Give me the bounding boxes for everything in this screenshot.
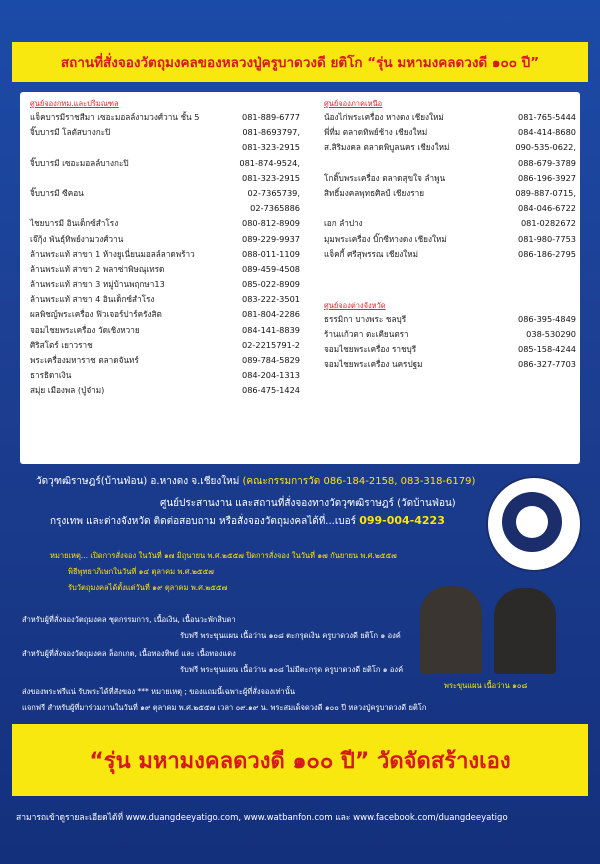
top-banner bbox=[12, 42, 588, 82]
seal-core bbox=[516, 506, 548, 538]
directory-entry bbox=[324, 140, 576, 155]
entry-name: ไชยบารมี อินเด็กซ์สำโรง bbox=[30, 218, 119, 229]
directory-entry bbox=[324, 171, 576, 186]
amulet-back-image bbox=[494, 588, 556, 674]
directory-entry bbox=[30, 201, 300, 216]
entry-phone: 084-204-1313 bbox=[241, 370, 300, 381]
entry-name: ล้านพระแท้ สาขา 3 หมู่บ้านพฤกษา13 bbox=[30, 279, 165, 290]
entry-name: จอมไชยพระเครื่อง นครปฐม bbox=[324, 359, 423, 370]
entry-name: พี่ที่ม ตลาดทิพย์ช้าง เชียงใหม่ bbox=[324, 127, 428, 138]
directory-entry bbox=[324, 156, 576, 171]
entry-phone: 081-0282672 bbox=[520, 218, 576, 229]
entry-phone: 089-784-5829 bbox=[241, 355, 300, 365]
top-banner-text: สถานที่สั่งจองวัตถุมงคลของหลวงปู่ครูบาดวงดี ยติโก “รุ่น มหามงคลดวงดี ๑๐๐ ปี” bbox=[60, 55, 540, 71]
entry-name: มุมพระเครื่อง บิ๊กซีหางดง เชียงใหม่ bbox=[324, 233, 447, 244]
entry-phone: 086-395-4849 bbox=[517, 313, 576, 324]
directory-entry bbox=[30, 277, 300, 292]
entry-phone: 038-530290 bbox=[526, 329, 576, 340]
directory-entry bbox=[30, 110, 300, 125]
entry-name: ล้านพระแท้ สาขา 1 ห้างยูเนี่ยนมอลล์ลาดพร้าว bbox=[30, 248, 195, 259]
entry-phone: 089-887-0715, bbox=[515, 187, 576, 198]
directory-entry bbox=[30, 383, 300, 398]
entry-phone: 085-022-8909 bbox=[241, 279, 300, 290]
entry-phone: 084-046-6722 bbox=[517, 203, 576, 214]
seal-inner bbox=[502, 492, 562, 552]
directory-entry bbox=[30, 307, 300, 322]
note-3: รับวัตถุมงคลได้ตั้งแต่วันที่ ๑๙ ตุลาคม พ.ศ.๒๕๕๗ bbox=[68, 583, 228, 592]
entry-phone: 086-327-7703 bbox=[517, 359, 576, 370]
note-2: พิธีพุทธาภิเษกในวันที่ ๑๔ ตุลาคม พ.ศ.๒๕๕๗ bbox=[68, 567, 214, 576]
entry-phone: 02-2215791-2 bbox=[241, 339, 300, 350]
entry-phone: 081-765-5444 bbox=[517, 112, 576, 122]
entry-phone: 081-980-7753 bbox=[517, 233, 576, 244]
phone-prefix: กรุงเทพ และต่างจังหวัด ติดต่อสอบถาม หรือสั่งจองวัตถุมงคลได้ที่...เบอร์ bbox=[50, 516, 356, 527]
left-column bbox=[30, 98, 300, 399]
entry-name: ล้านพระแท้ สาขา 2 พลาซ่าพิษณุเทรด bbox=[30, 263, 165, 274]
phone-line bbox=[50, 514, 445, 529]
directory-entry bbox=[324, 327, 576, 342]
directory-entry bbox=[30, 338, 300, 353]
booking-line-3: สำหรับผู้ที่สั่งจองวัตถุมงคล ล็อกเกต, เนื้อทองทิพย์ และ เนื้อทองแดง bbox=[22, 649, 236, 658]
entry-phone: 086-186-2795 bbox=[517, 248, 576, 259]
entry-phone: 081-874-9524, bbox=[239, 157, 300, 168]
directory-entry bbox=[324, 216, 576, 231]
entry-phone: 090-535-0622, bbox=[515, 142, 576, 153]
entry-name: เอก ลำปาง bbox=[324, 218, 363, 229]
directory-entry bbox=[324, 342, 576, 357]
booking-line-6: แจกฟรี สำหรับผู้ที่มาร่วมงานในวันที่ ๑๙ ตุลาคม พ.ศ.๒๕๕๗ เวลา ๐๙.๑๙ น. พระสมเด็จดวงดี ๑๐๐ ปี หลวงปู่ครูบาดวงดี ยติโก bbox=[22, 703, 427, 712]
left-list bbox=[30, 110, 300, 399]
entry-name: ธรรมิกา บางพระ ชลบุรี bbox=[324, 313, 407, 324]
entry-name: จิ๊บบารมี ซีคอน bbox=[30, 187, 84, 198]
entry-phone: 081-889-6777 bbox=[241, 112, 300, 122]
phone-number: 099-004-4223 bbox=[359, 514, 445, 527]
entry-phone: 085-158-4244 bbox=[517, 344, 576, 355]
left-section-title: ศูนย์จองกทม.และปริมณฑล bbox=[30, 99, 119, 108]
entry-phone: 02-7365739, bbox=[247, 187, 300, 198]
amulet-caption: พระขุนแผน เนื้อว่าน ๑๐๘ bbox=[444, 681, 528, 690]
entry-name: จิ๊บบารมี โลตัสบางกะปิ bbox=[30, 127, 111, 138]
booking-line-1: สำหรับผู้ที่สั่งจองวัตถุมงคล ชุดกรรมการ, เนื้อเงิน, เนื้อนวะพักสิบดา bbox=[22, 615, 236, 624]
entry-phone: 088-011-1109 bbox=[241, 248, 300, 259]
directory-entry bbox=[30, 323, 300, 338]
entry-name: จอมไชยพระเครื่อง ราชบุรี bbox=[324, 344, 417, 355]
directory-entry bbox=[324, 357, 576, 372]
entry-phone: 086-475-1424 bbox=[241, 385, 300, 396]
entry-phone: 081-323-2915 bbox=[241, 172, 300, 183]
entry-name: พระเครื่องมหาราช ตลาดจันทร์ bbox=[30, 355, 139, 365]
note-1: หมายเหตุ... เปิดการสั่งจอง ในวันที่ ๑๗ มิถุนายน พ.ศ.๒๕๕๗ ปิดการสั่งจอง ในวันที่ ๑๗ กันยายน พ.ศ.๒๕๕๗ bbox=[50, 551, 397, 560]
temple-committee: (คณะกรรมการวัด 086-184-2158, 083-318-6179) bbox=[242, 476, 476, 487]
directory-entry bbox=[30, 232, 300, 247]
entry-phone: 081-323-2915 bbox=[241, 142, 300, 153]
amulet-images bbox=[410, 582, 586, 692]
entry-phone: 084-414-8680 bbox=[517, 127, 576, 138]
entry-phone: 083-222-3501 bbox=[241, 294, 300, 305]
big-banner bbox=[12, 724, 588, 796]
entry-name: แจ็คกี้ ศรีสุพรรณ เชียงใหม่ bbox=[324, 248, 419, 259]
directory-panel bbox=[20, 92, 580, 464]
entry-phone: 089-229-9937 bbox=[241, 233, 300, 244]
booking-line-4: รับฟรี พระขุนแผน เนื้อว่าน ๑๐๘ ไม่มีตะกรุด ครูบาดวงดี ยติโก ๑ องค์ bbox=[180, 665, 404, 674]
directory-entry bbox=[324, 186, 576, 201]
directory-entry bbox=[324, 110, 576, 125]
booking-line-2: รับฟรี พระขุนแผน เนื้อว่าน ๑๐๘ ตะกรุดเงิน ครูบาดวงดี ยติโก ๑ องค์ bbox=[180, 631, 401, 640]
center-line: ศูนย์ประสานงาน และสถานที่สั่งจองทางวัดวุฑฒิราษฎร์ (วัดบ้านฟ่อน) bbox=[160, 498, 456, 509]
directory-entry bbox=[30, 353, 300, 368]
footer-links: สามารถเข้าดูรายละเอียดได้ที่ www.duangdeeyatigo.com, www.watbanfon.com และ www.facebook.com/duangdeeyatigo bbox=[16, 813, 508, 823]
entry-name: ผลพิชญ์พระเครื่อง ฟิวเจอร์ปาร์ครังสิต bbox=[30, 309, 162, 320]
entry-name: สิทธิ์มงคลพุทธศิลป์ เชียงราย bbox=[324, 187, 425, 198]
entry-name: เจ๊กุ้ง พันธุ์ทิพย์งามวงศ์วาน bbox=[30, 233, 124, 244]
entry-phone: 088-679-3789 bbox=[517, 157, 576, 168]
entry-name: ส.สิริมงคล ตลาดพิบูลนคร เชียงใหม่ bbox=[324, 142, 450, 153]
entry-phone: 086-196-3927 bbox=[517, 172, 576, 183]
entry-phone: 081-8693797, bbox=[242, 127, 300, 138]
right-list2 bbox=[324, 312, 576, 373]
booking-line-5: ส่งของพระฟรีแน่ รับพระได้ที่สังของ *** หมายเหตุ ; ของแถมนี้เฉพาะผู้ที่สั่งจองเท่านั้น bbox=[22, 687, 296, 696]
entry-name: ธารธิดาเงิน bbox=[30, 370, 72, 381]
directory-entry bbox=[324, 247, 576, 262]
directory-entry bbox=[324, 125, 576, 140]
directory-entry bbox=[30, 262, 300, 277]
right-list bbox=[324, 110, 576, 262]
directory-entry bbox=[30, 156, 300, 171]
entry-phone: 02-7365886 bbox=[250, 203, 300, 214]
entry-name: จอมไชยพระเครื่อง วัดเชิงหวาย bbox=[30, 324, 140, 335]
right-column bbox=[324, 98, 576, 373]
directory-entry bbox=[30, 140, 300, 155]
entry-phone: 080-812-8909 bbox=[241, 218, 300, 229]
entry-name: ล้านพระแท้ สาขา 4 อินเด็กซ์สำโรง bbox=[30, 294, 155, 305]
right-section2-title: ศูนย์จองต่างจังหวัด bbox=[324, 300, 386, 310]
entry-phone: 089-459-4508 bbox=[241, 263, 300, 274]
entry-name: โกติ๊บพระเครื่อง ตลาดสุขใจ ลำพูน bbox=[324, 172, 446, 183]
right-section-title: ศูนย์จองภาคเหนือ bbox=[324, 99, 383, 108]
entry-name: จิ๊บบารมี เซอะมอลล์บางกะปิ bbox=[30, 157, 129, 168]
directory-entry bbox=[30, 368, 300, 383]
entry-phone: 081-804-2286 bbox=[241, 309, 300, 320]
temple-seal bbox=[486, 476, 582, 572]
directory-entry bbox=[30, 247, 300, 262]
directory-entry bbox=[30, 292, 300, 307]
directory-entry bbox=[30, 171, 300, 186]
directory-entry bbox=[30, 125, 300, 140]
directory-entry bbox=[30, 186, 300, 201]
entry-name: ร้านแก้วตา ตะเคียนตรา bbox=[324, 329, 409, 340]
big-banner-text: “รุ่น มหามงคลดวงดี ๑๐๐ ปี” วัดจัดสร้างเอง bbox=[89, 748, 511, 774]
amulet-front-image bbox=[420, 586, 482, 674]
directory-entry bbox=[30, 216, 300, 231]
entry-name: ศิริสโตร์ เยาวราช bbox=[30, 339, 93, 350]
entry-name: น้องไก่พระเครื่อง หางดง เชียงใหม่ bbox=[324, 112, 444, 122]
directory-entry bbox=[324, 232, 576, 247]
entry-phone: 084-141-8839 bbox=[241, 324, 300, 335]
temple-line bbox=[36, 474, 475, 489]
temple-name: วัดวุฑฒิราษฎร์(บ้านฟ่อน) อ.หางดง จ.เชียงใหม่ bbox=[36, 476, 240, 487]
directory-entry bbox=[324, 312, 576, 327]
entry-name: สมุ่ย เมืองพล (ปู่จ๋าม) bbox=[30, 385, 105, 396]
directory-entry bbox=[324, 201, 576, 216]
entry-name: แจ็คบารมีราชสีมา เซอะมอลล์งามวงศ์วาน ชั้น 5 bbox=[30, 112, 200, 122]
